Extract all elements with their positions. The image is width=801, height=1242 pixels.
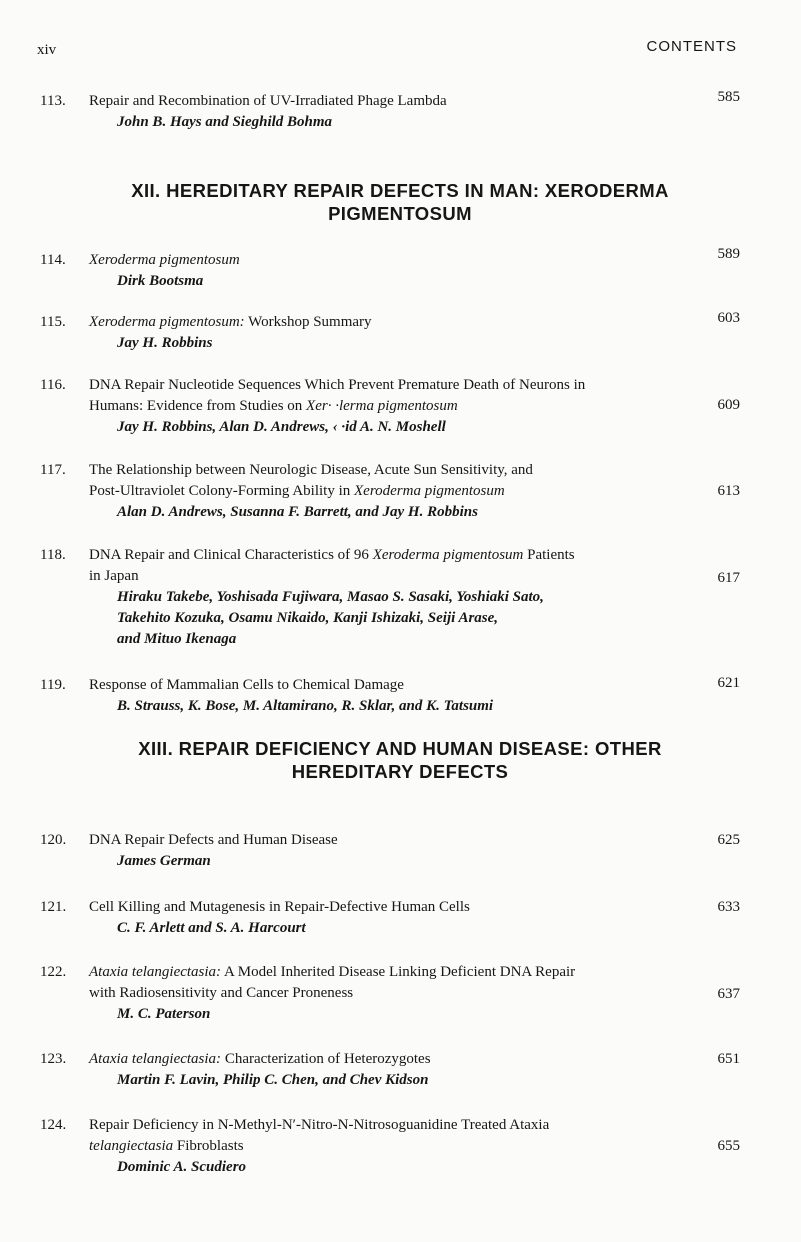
entry-page: 637 bbox=[717, 986, 740, 1002]
toc-entry-119[interactable] bbox=[40, 675, 740, 717]
entry-authors: Dominic A. Scudiero bbox=[117, 1159, 247, 1175]
entry-title: DNA Repair Defects and Human Disease bbox=[89, 832, 338, 848]
entry-title-line bbox=[89, 481, 709, 502]
toc-entry-114[interactable] bbox=[40, 246, 740, 292]
toc-entry-118[interactable] bbox=[40, 545, 740, 650]
entry-title-italic: Xeroderma pigmentosum bbox=[354, 483, 505, 499]
entry-authors: C. F. Arlett and S. A. Harcourt bbox=[117, 920, 306, 936]
entry-title-rest: Fibroblasts bbox=[173, 1138, 244, 1154]
entry-title-italic: Xer· ·lerma pigmentosum bbox=[306, 398, 458, 414]
entry-page: 651 bbox=[717, 1051, 740, 1067]
entry-authors: Hiraku Takebe, Yoshisada Fujiwara, Masao S. Sasaki, Yoshiaki Sato, bbox=[117, 589, 544, 605]
entry-authors: B. Strauss, K. Bose, M. Altamirano, R. Sklar, and K. Tatsumi bbox=[117, 698, 494, 714]
entry-authors: M. C. Paterson bbox=[117, 1006, 211, 1022]
entry-authors: Jay H. Robbins, Alan D. Andrews, ‹ ·id A. N. Moshell bbox=[117, 419, 446, 435]
entry-title-line bbox=[89, 1136, 709, 1157]
entry-page: 585 bbox=[717, 89, 740, 105]
entry-title-plain: Post-Ultraviolet Colony-Forming Ability in bbox=[89, 483, 355, 499]
toc-entry-124[interactable] bbox=[40, 1115, 740, 1178]
toc-entry-120[interactable] bbox=[40, 830, 740, 872]
entry-page: 613 bbox=[717, 483, 740, 499]
entry-number: 120. bbox=[40, 832, 67, 848]
entry-page: 589 bbox=[717, 246, 740, 262]
entry-number: 113. bbox=[40, 93, 66, 109]
entry-title-line bbox=[89, 545, 709, 566]
toc-entry-122[interactable] bbox=[40, 962, 740, 1025]
entry-title-italic: Ataxia telangiectasia: bbox=[89, 1051, 222, 1067]
entry-title: Response of Mammalian Cells to Chemical Damage bbox=[89, 677, 404, 693]
entry-authors: Martin F. Lavin, Philip C. Chen, and Chev Kidson bbox=[117, 1072, 429, 1088]
entry-authors: James German bbox=[117, 853, 211, 869]
entry-title: Cell Killing and Mutagenesis in Repair-Defective Human Cells bbox=[89, 899, 470, 915]
entry-number: 116. bbox=[40, 377, 66, 393]
entry-title-italic: Xeroderma pigmentosum bbox=[372, 547, 524, 563]
entry-number: 118. bbox=[40, 547, 66, 563]
entry-title-rest: Workshop Summary bbox=[244, 314, 372, 330]
section-heading-line: HEREDITARY DEFECTS bbox=[291, 761, 509, 782]
entry-title-line: with Radiosensitivity and Cancer Proneness bbox=[89, 985, 354, 1001]
section-heading-xiii bbox=[90, 737, 710, 783]
entry-number: 121. bbox=[40, 899, 67, 915]
entry-title: Xeroderma pigmentosum bbox=[89, 252, 240, 268]
running-head: CONTENTS bbox=[646, 38, 737, 55]
entry-authors: Jay H. Robbins bbox=[117, 335, 213, 351]
page-folio: xiv bbox=[37, 42, 57, 58]
toc-entry-123[interactable] bbox=[40, 1049, 740, 1091]
entry-title-plain: Humans: Evidence from Studies on bbox=[89, 398, 307, 414]
toc-entry-113[interactable] bbox=[40, 91, 740, 133]
entry-title-line bbox=[89, 396, 709, 417]
toc-entry-121[interactable] bbox=[40, 897, 740, 939]
entry-title-rest: Characterization of Heterozygotes bbox=[221, 1051, 431, 1067]
entry-title-line: The Relationship between Neurologic Disease, Acute Sun Sensitivity, and bbox=[89, 462, 533, 478]
section-heading-line: XIII. REPAIR DEFICIENCY AND HUMAN DISEASE: OTHER bbox=[138, 738, 662, 759]
entry-number: 117. bbox=[40, 462, 66, 478]
section-heading-xii bbox=[90, 179, 710, 225]
entry-page: 617 bbox=[717, 570, 740, 586]
entry-authors: Dirk Bootsma bbox=[117, 273, 204, 289]
entry-authors: and Mituo Ikenaga bbox=[117, 631, 237, 647]
entry-title-line: in Japan bbox=[89, 568, 139, 584]
entry-title-plain: DNA Repair and Clinical Characteristics of 96 bbox=[89, 547, 373, 563]
entry-number: 115. bbox=[40, 314, 66, 330]
section-heading-line: PIGMENTOSUM bbox=[328, 203, 472, 224]
entry-title-italic: Xeroderma pigmentosum: bbox=[89, 314, 245, 330]
entry-page: 621 bbox=[717, 675, 740, 691]
entry-title-line bbox=[89, 962, 709, 983]
entry-title-italic: telangiectasia bbox=[89, 1138, 174, 1154]
toc-entry-116[interactable] bbox=[40, 375, 740, 438]
entry-authors: Alan D. Andrews, Susanna F. Barrett, and Jay H. Robbins bbox=[117, 504, 478, 520]
entry-authors: John B. Hays and Sieghild Bohma bbox=[117, 114, 333, 130]
entry-page: 609 bbox=[717, 397, 740, 413]
entry-title bbox=[89, 312, 669, 333]
entry-page: 625 bbox=[717, 832, 740, 848]
entry-authors: Takehito Kozuka, Osamu Nikaido, Kanji Ishizaki, Seiji Arase, bbox=[117, 610, 499, 626]
entry-title: Repair and Recombination of UV-Irradiated Phage Lambda bbox=[89, 93, 447, 109]
entry-page: 633 bbox=[717, 899, 740, 915]
entry-title-line: Repair Deficiency in N-Methyl-N′-Nitro-N-Nitrosoguanidine Treated Ataxia bbox=[89, 1117, 550, 1133]
entry-number: 123. bbox=[40, 1051, 67, 1067]
entry-title bbox=[89, 1049, 709, 1070]
entry-page: 655 bbox=[717, 1138, 740, 1154]
entry-number: 122. bbox=[40, 964, 67, 980]
toc-entry-115[interactable] bbox=[40, 312, 740, 354]
entry-number: 124. bbox=[40, 1117, 67, 1133]
section-heading-line: XII. HEREDITARY REPAIR DEFECTS IN MAN: XERODERMA bbox=[131, 180, 669, 201]
entry-title-rest: A Model Inherited Disease Linking Deficient DNA Repair bbox=[221, 964, 576, 980]
entry-title-italic: Ataxia telangiectasia: bbox=[89, 964, 222, 980]
toc-entry-117[interactable] bbox=[40, 460, 740, 523]
entry-number: 119. bbox=[40, 677, 66, 693]
entry-title-line: DNA Repair Nucleotide Sequences Which Prevent Premature Death of Neurons in bbox=[89, 377, 586, 393]
entry-title-rest: Patients bbox=[523, 547, 575, 563]
entry-number: 114. bbox=[40, 252, 66, 268]
entry-page: 603 bbox=[717, 310, 740, 326]
